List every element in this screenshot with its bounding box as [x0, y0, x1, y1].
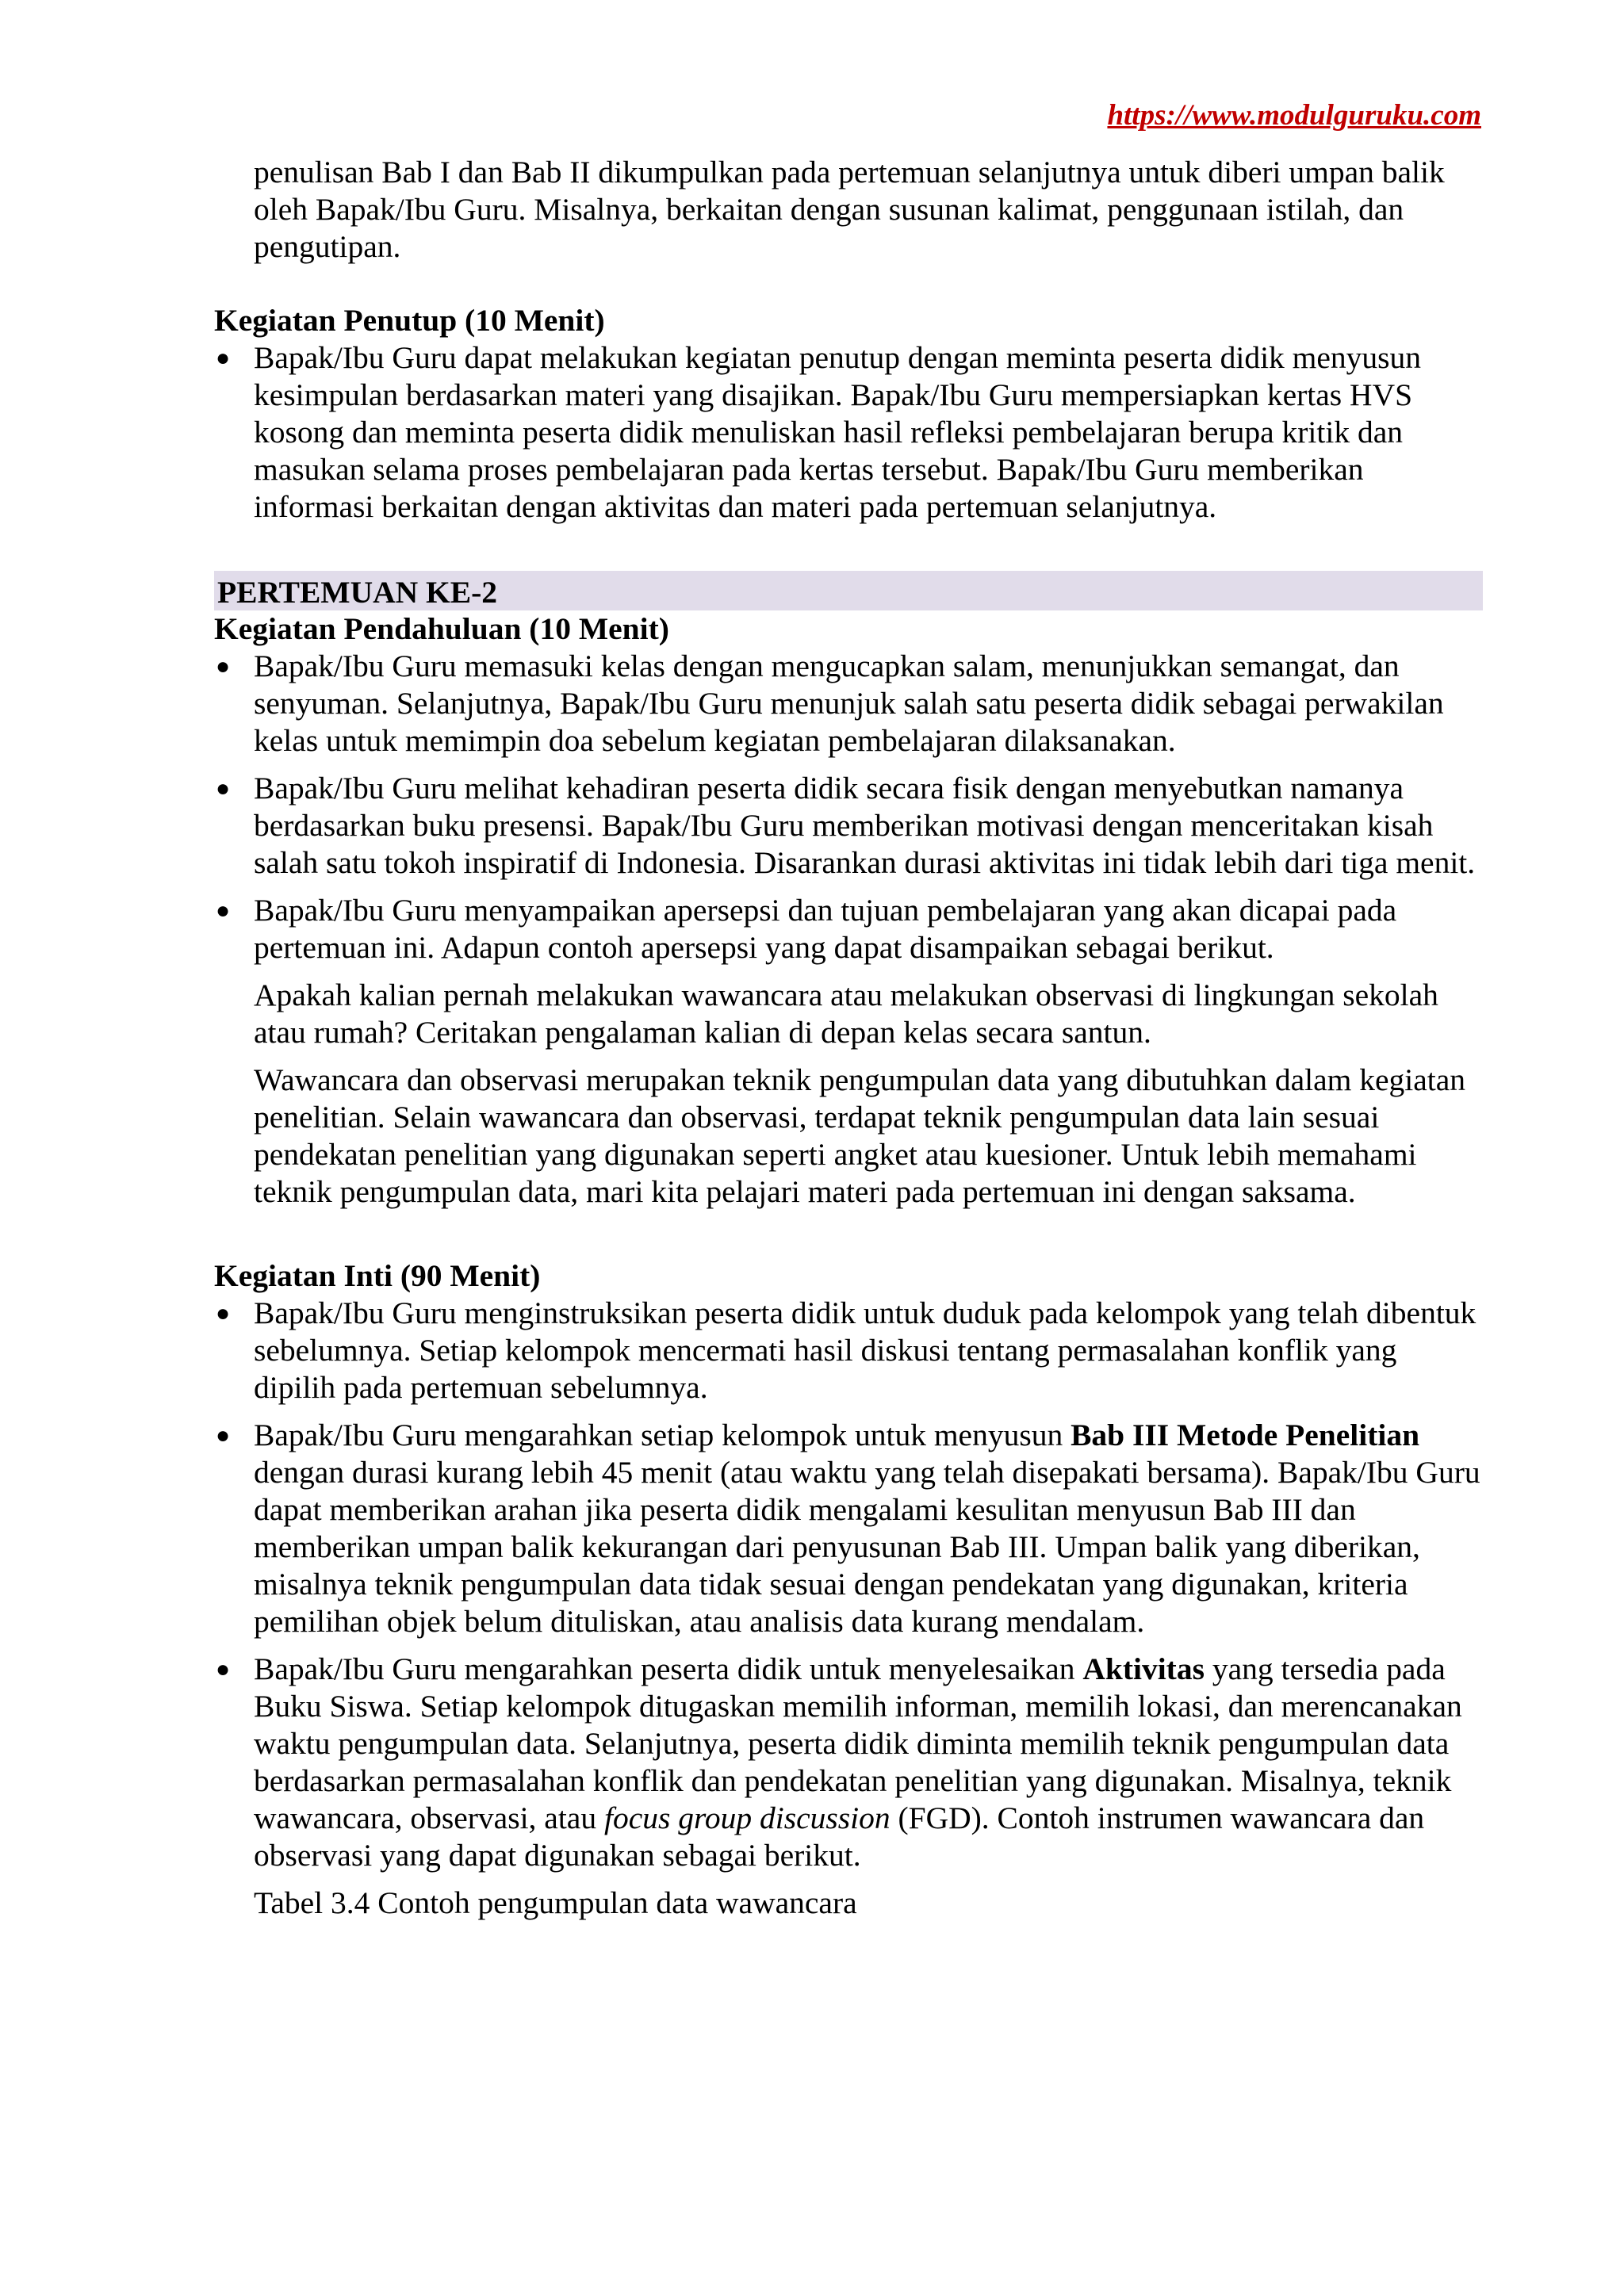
apersepsi-explanation-paragraph: Wawancara dan observasi merupakan teknik pengumpulan data yang dibutuhkan dalam kegiatan penelitian. Selain wawancara dan observasi, terdapat teknik pengumpulan data lain sesuai pendekatan penelitian yang digunakan seperti angket atau kuesioner. Untuk lebih memahami teknik pengumpulan data, mari kita pelajari materi pada pertemuan ini dengan saksama. [254, 1062, 1466, 1209]
pendahuluan-list [214, 648, 1483, 966]
list-item: ● Bapak/Ibu Guru memasuki kelas dengan mengucapkan salam, menunjukkan semangat, dan senyuman. Selanjutnya, Bapak/Ibu Guru menunjuk salah satu peserta didik sebagai perwakilan kelas untuk memimpin doa sebelum kegiatan pembelajaran dilaksanakan. [216, 649, 1444, 758]
bullet-icon: ● [216, 345, 231, 371]
intro-paragraph: penulisan Bab I dan Bab II dikumpulkan pada pertemuan selanjutnya untuk diberi umpan balik oleh Bapak/Ibu Guru. Misalnya, berkaitan dengan susunan kalimat, penggunaan istilah, dan pengutipan. [254, 155, 1445, 264]
aktivitas-bold-text: Aktivitas [1082, 1651, 1205, 1686]
penutup-heading: Kegiatan Penutup (10 Menit) [214, 303, 605, 338]
table-caption: Tabel 3.4 Contoh pengumpulan data wawancara [254, 1885, 857, 1920]
inti-heading: Kegiatan Inti (90 Menit) [214, 1258, 541, 1293]
bullet-icon: ● [216, 897, 231, 924]
document-content [214, 154, 1483, 1932]
bab-iii-bold-text: Bab III Metode Penelitian [1071, 1418, 1420, 1452]
list-item: ● Bapak/Ibu Guru mengarahkan setiap kelompok untuk menyusun Bab III Metode Penelitian dengan durasi kurang lebih 45 menit (atau waktu yang telah disepakati bersama). Bapak/Ibu Guru dapat memberikan arahan jika peserta didik mengalami kesulitan menyusun Bab III dan memberikan umpan balik kekurangan dari penyusunan Bab III. Umpan balik yang diberikan, misalnya teknik pengumpulan data tidak sesuai dengan pendekatan yang digunakan, kriteria pemilihan objek belum dituliskan, atau analisis data kurang mendalam. [216, 1418, 1480, 1639]
list-item: ● Bapak/Ibu Guru melihat kehadiran peserta didik secara fisik dengan menyebutkan namanya berdasarkan buku presensi. Bapak/Ibu Guru memberikan motivasi dengan menceritakan kisah salah satu tokoh inspiratif di Indonesia. Disarankan durasi aktivitas ini tidak lebih dari tiga menit. [216, 771, 1476, 880]
inti-list [214, 1295, 1483, 1874]
header-url-link[interactable]: https://www.modulguruku.com [1107, 99, 1481, 132]
bullet-icon: ● [216, 1300, 231, 1326]
apersepsi-question-paragraph: Apakah kalian pernah melakukan wawancara atau melakukan observasi di lingkungan sekolah atau rumah? Ceritakan pengalaman kalian di depan kelas secara santun. [254, 978, 1438, 1050]
bullet-icon: ● [216, 653, 231, 679]
meeting-title-bar: PERTEMUAN KE-2 [214, 571, 1483, 610]
list-item: ● Bapak/Ibu Guru menyampaikan apersepsi dan tujuan pembelajaran yang akan dicapai pada pertemuan ini. Adapun contoh apersepsi yang dapat disampaikan sebagai berikut. [216, 893, 1397, 965]
penutup-list [214, 339, 1483, 526]
pendahuluan-heading: Kegiatan Pendahuluan (10 Menit) [214, 611, 669, 646]
list-item: ● Bapak/Ibu Guru mengarahkan peserta didik untuk menyelesaikan Aktivitas yang tersedia pada Buku Siswa. Setiap kelompok ditugaskan memilih informan, memilih lokasi, dan merencanakan waktu pengumpulan data. Selanjutnya, peserta didik diminta memilih teknik pengumpulan data berdasarkan permasalahan konflik dan pendekatan penelitian yang digunakan. Misalnya, teknik wawancara, observasi, atau focus group discussion (FGD). Contoh instrumen wawancara dan observasi yang dapat digunakan sebagai berikut. [216, 1651, 1462, 1873]
list-item: ● Bapak/Ibu Guru menginstruksikan peserta didik untuk duduk pada kelompok yang telah dibentuk sebelumnya. Setiap kelompok mencermati hasil diskusi tentang permasalahan konflik yang dipilih pada pertemuan sebelumnya. [216, 1295, 1477, 1405]
bullet-icon: ● [216, 1422, 231, 1448]
list-item: ● Bapak/Ibu Guru dapat melakukan kegiatan penutup dengan meminta peserta didik menyusun kesimpulan berdasarkan materi yang disajikan. Bapak/Ibu Guru mempersiapkan kertas HVS kosong dan meminta peserta didik menuliskan hasil refleksi pembelajaran berupa kritik dan masukan selama proses pembelajaran pada kertas tersebut. Bapak/Ibu Guru memberikan informasi berkaitan dengan aktivitas dan materi pada pertemuan selanjutnya. [216, 340, 1422, 524]
bullet-icon: ● [216, 1656, 231, 1682]
bullet-icon: ● [216, 775, 231, 802]
fgd-italic-text: focus group discussion [603, 1800, 891, 1835]
